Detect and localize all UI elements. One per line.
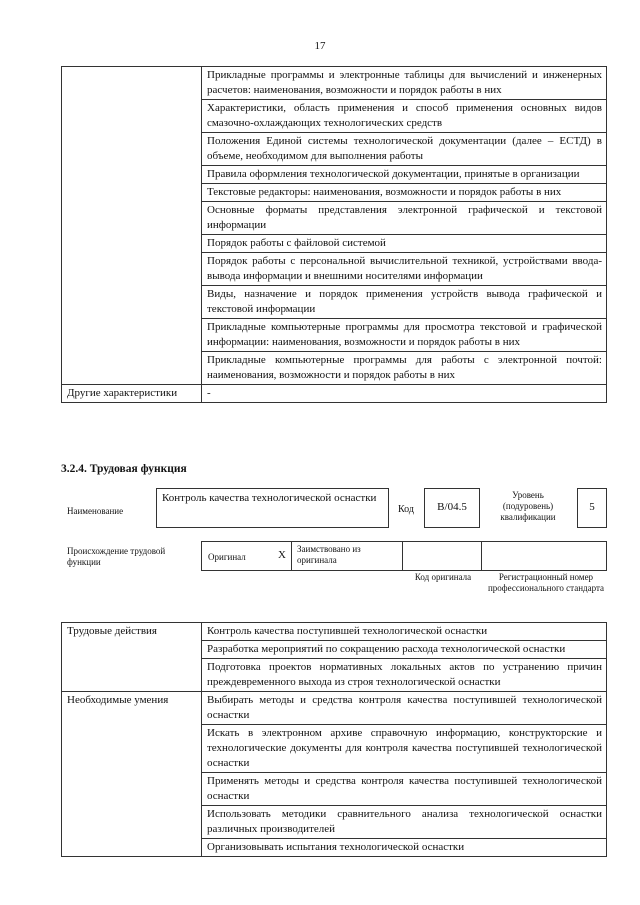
labor-action-item: Разработка мероприятий по сокращению расхода технологической оснастки	[202, 641, 607, 659]
knowledge-item: Правила оформления технологической документации, принятые в организации	[202, 166, 607, 184]
code-label: Код	[398, 504, 414, 515]
knowledge-item: Порядок работы с файловой системой	[202, 235, 607, 253]
divider	[481, 542, 482, 570]
original-label: Оригинал	[208, 552, 246, 562]
name-label: Наименование	[67, 506, 124, 516]
function-code-box: В/04.5	[424, 488, 480, 528]
labor-action-item: Подготовка проектов нормативных локальных актов по устранению причин преждевременного выхода из строя технологической оснастки	[202, 659, 607, 692]
knowledge-item: Характеристики, область применения и способ применения основных видов смазочно-охлаждающих технологических средств	[202, 100, 607, 133]
knowledge-item: Прикладные компьютерные программы для просмотра текстовой и графической информации: наименования, возможности и порядок работы в них	[202, 319, 607, 352]
code-original-caption: Код оригинала	[414, 572, 472, 582]
skill-item: Выбирать методы и средства контроля качества поступившей технологической оснастки	[202, 692, 607, 725]
labor-actions-label: Трудовые действия	[62, 623, 202, 692]
skills-label: Необходимые умения	[62, 692, 202, 857]
actions-skills-table	[61, 622, 607, 857]
origin-label: Происхождение трудовой функции	[67, 546, 166, 567]
labor-action-item: Контроль качества поступившей технологической оснастки	[202, 623, 607, 641]
divider	[291, 542, 292, 570]
origin-row-box	[201, 541, 607, 571]
knowledge-item: Основные форматы представления электронной графической и текстовой информации	[202, 202, 607, 235]
function-name-box: Контроль качества технологической оснастки	[156, 488, 389, 528]
skill-item: Использовать методики сравнительного анализа технологической оснастки различных производителей	[202, 806, 607, 839]
knowledge-item: Виды, назначение и порядок применения устройств вывода графической и текстовой информации	[202, 286, 607, 319]
level-label: Уровень (подуровень) квалификации	[500, 490, 556, 522]
knowledge-item: Порядок работы с персональной вычислительной техникой, устройствами ввода-вывода информации и внешними носителями информации	[202, 253, 607, 286]
registration-number-caption: Регистрационный номер профессионального стандарта	[487, 572, 605, 593]
skill-item: Искать в электронном архиве справочную информацию, конструкторские и технологические документы для контроля качества поступившей технологической оснастки	[202, 725, 607, 773]
borrowed-label: Заимствовано из оригинала	[297, 544, 361, 565]
page-number: 17	[314, 40, 326, 52]
level-value-box: 5	[577, 488, 607, 528]
skill-item: Применять методы и средства контроля качества поступившей технологической оснастки	[202, 773, 607, 806]
section-title: 3.2.4. Трудовая функция	[61, 463, 187, 475]
knowledge-item: Прикладные программы и электронные таблицы для вычислений и инженерных расчетов: наименования, возможности и порядок работы в них	[202, 67, 607, 100]
divider	[402, 542, 403, 570]
empty-label-cell	[62, 67, 202, 385]
other-characteristics-value: -	[202, 385, 607, 403]
skill-item: Организовывать испытания технологической оснастки	[202, 839, 607, 857]
knowledge-item: Положения Единой системы технологической документации (далее – ЕСТД) в объеме, необходимом для выполнения работы	[202, 133, 607, 166]
knowledge-item: Прикладные компьютерные программы для работы с электронной почтой: наименования, возможности и порядок работы в них	[202, 352, 607, 385]
original-mark: X	[278, 549, 286, 561]
knowledge-item: Текстовые редакторы: наименования, возможности и порядок работы в них	[202, 184, 607, 202]
knowledge-table	[61, 66, 607, 403]
other-characteristics-label: Другие характеристики	[62, 385, 202, 403]
